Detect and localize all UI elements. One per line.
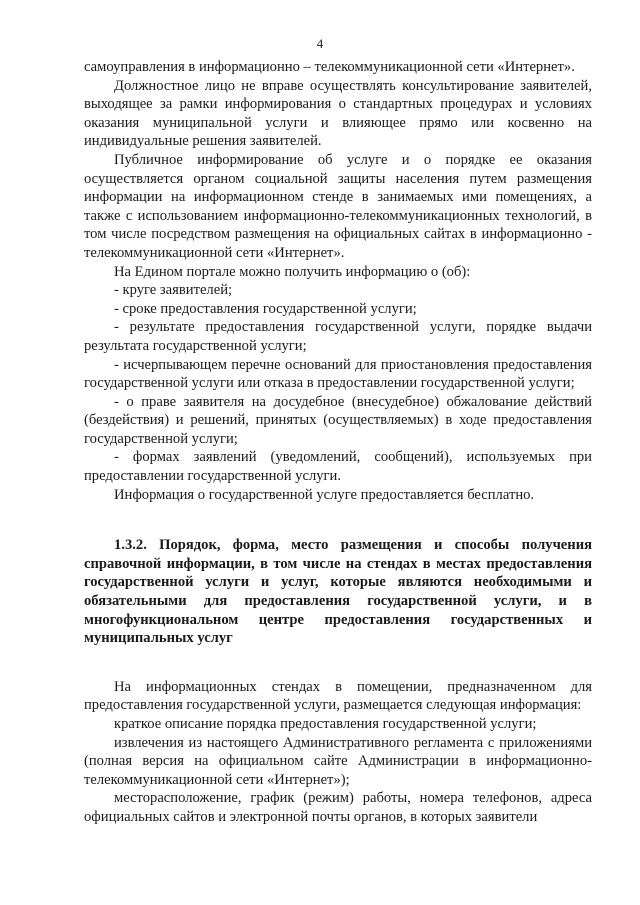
- page-number: 4: [316, 36, 324, 51]
- paragraph: краткое описание порядка предоставления государственной услуги;: [114, 716, 537, 732]
- spacer: [84, 648, 592, 678]
- paragraph: На информационных стендах в помещении, предназначенном для предоставления государственной услуги, размещается следующая информация:: [84, 678, 592, 714]
- paragraph: самоуправления в информационно – телекоммуникационной сети «Интернет».: [84, 59, 575, 75]
- paragraph: месторасположение, график (режим) работы, номера телефонов, адреса официальных сайтов и электронной почты органов, в которых заявители: [84, 790, 592, 825]
- paragraph: извлечения из настоящего Административного регламента с приложениями (полная версия на официальном сайте Администрации в информационно-телекоммуникационной сети «Интернет»);: [84, 734, 592, 788]
- paragraph: Должностное лицо не вправе осуществлять консультирование заявителей, выходящее за рамки информирования о стандартных процедурах и условиях оказания муниципальной услуги и влияющее прямо или косвенно на индивидуальные решения заявителей.: [84, 77, 592, 150]
- list-item: - результате предоставления государственной услуги, порядке выдачи результата государственной услуги;: [84, 319, 592, 354]
- list-item: - о праве заявителя на досудебное (внесудебное) обжалование действий (бездействия) и решений, принятых (осуществляемых) в ходе предоставления государственной услуги;: [84, 393, 592, 447]
- paragraph: На Едином портале можно получить информацию о (об):: [114, 263, 471, 280]
- document-body: [84, 58, 592, 827]
- paragraph: Публичное информирование об услуге и о порядке ее оказания осуществляется органом социальной защиты населения путем размещения информации на информационном стенде в занимаемых ими помещениях, а также с использованием информационно-телекоммуникационных технологий, в том числе посредством размещения на официальных сайтах в информационно - телекоммуникационной сети «Интернет».: [84, 151, 592, 261]
- list-item: - исчерпывающем перечне оснований для приостановления предоставления государственной услуги или отказа в предоставлении государственной услуги;: [84, 356, 592, 392]
- spacer: [84, 504, 592, 536]
- list-item: - сроке предоставления государственной услуги;: [114, 300, 417, 317]
- section-heading: 1.3.2. Порядок, форма, место размещения и способы получения справочной информации, в том числе на стендах в местах предоставления государственной услуги и услуг, которые являются необходимыми и обязательными для предоставления государственной услуги, и в многофункциональном центре предоставления государственных и муниципальных услуг: [84, 537, 592, 647]
- list-item: - формах заявлений (уведомлений, сообщений), используемых при предоставлении государственной услуги.: [84, 449, 592, 485]
- paragraph: Информация о государственной услуге предоставляется бесплатно.: [114, 486, 535, 503]
- list-item: - круге заявителей;: [114, 282, 233, 299]
